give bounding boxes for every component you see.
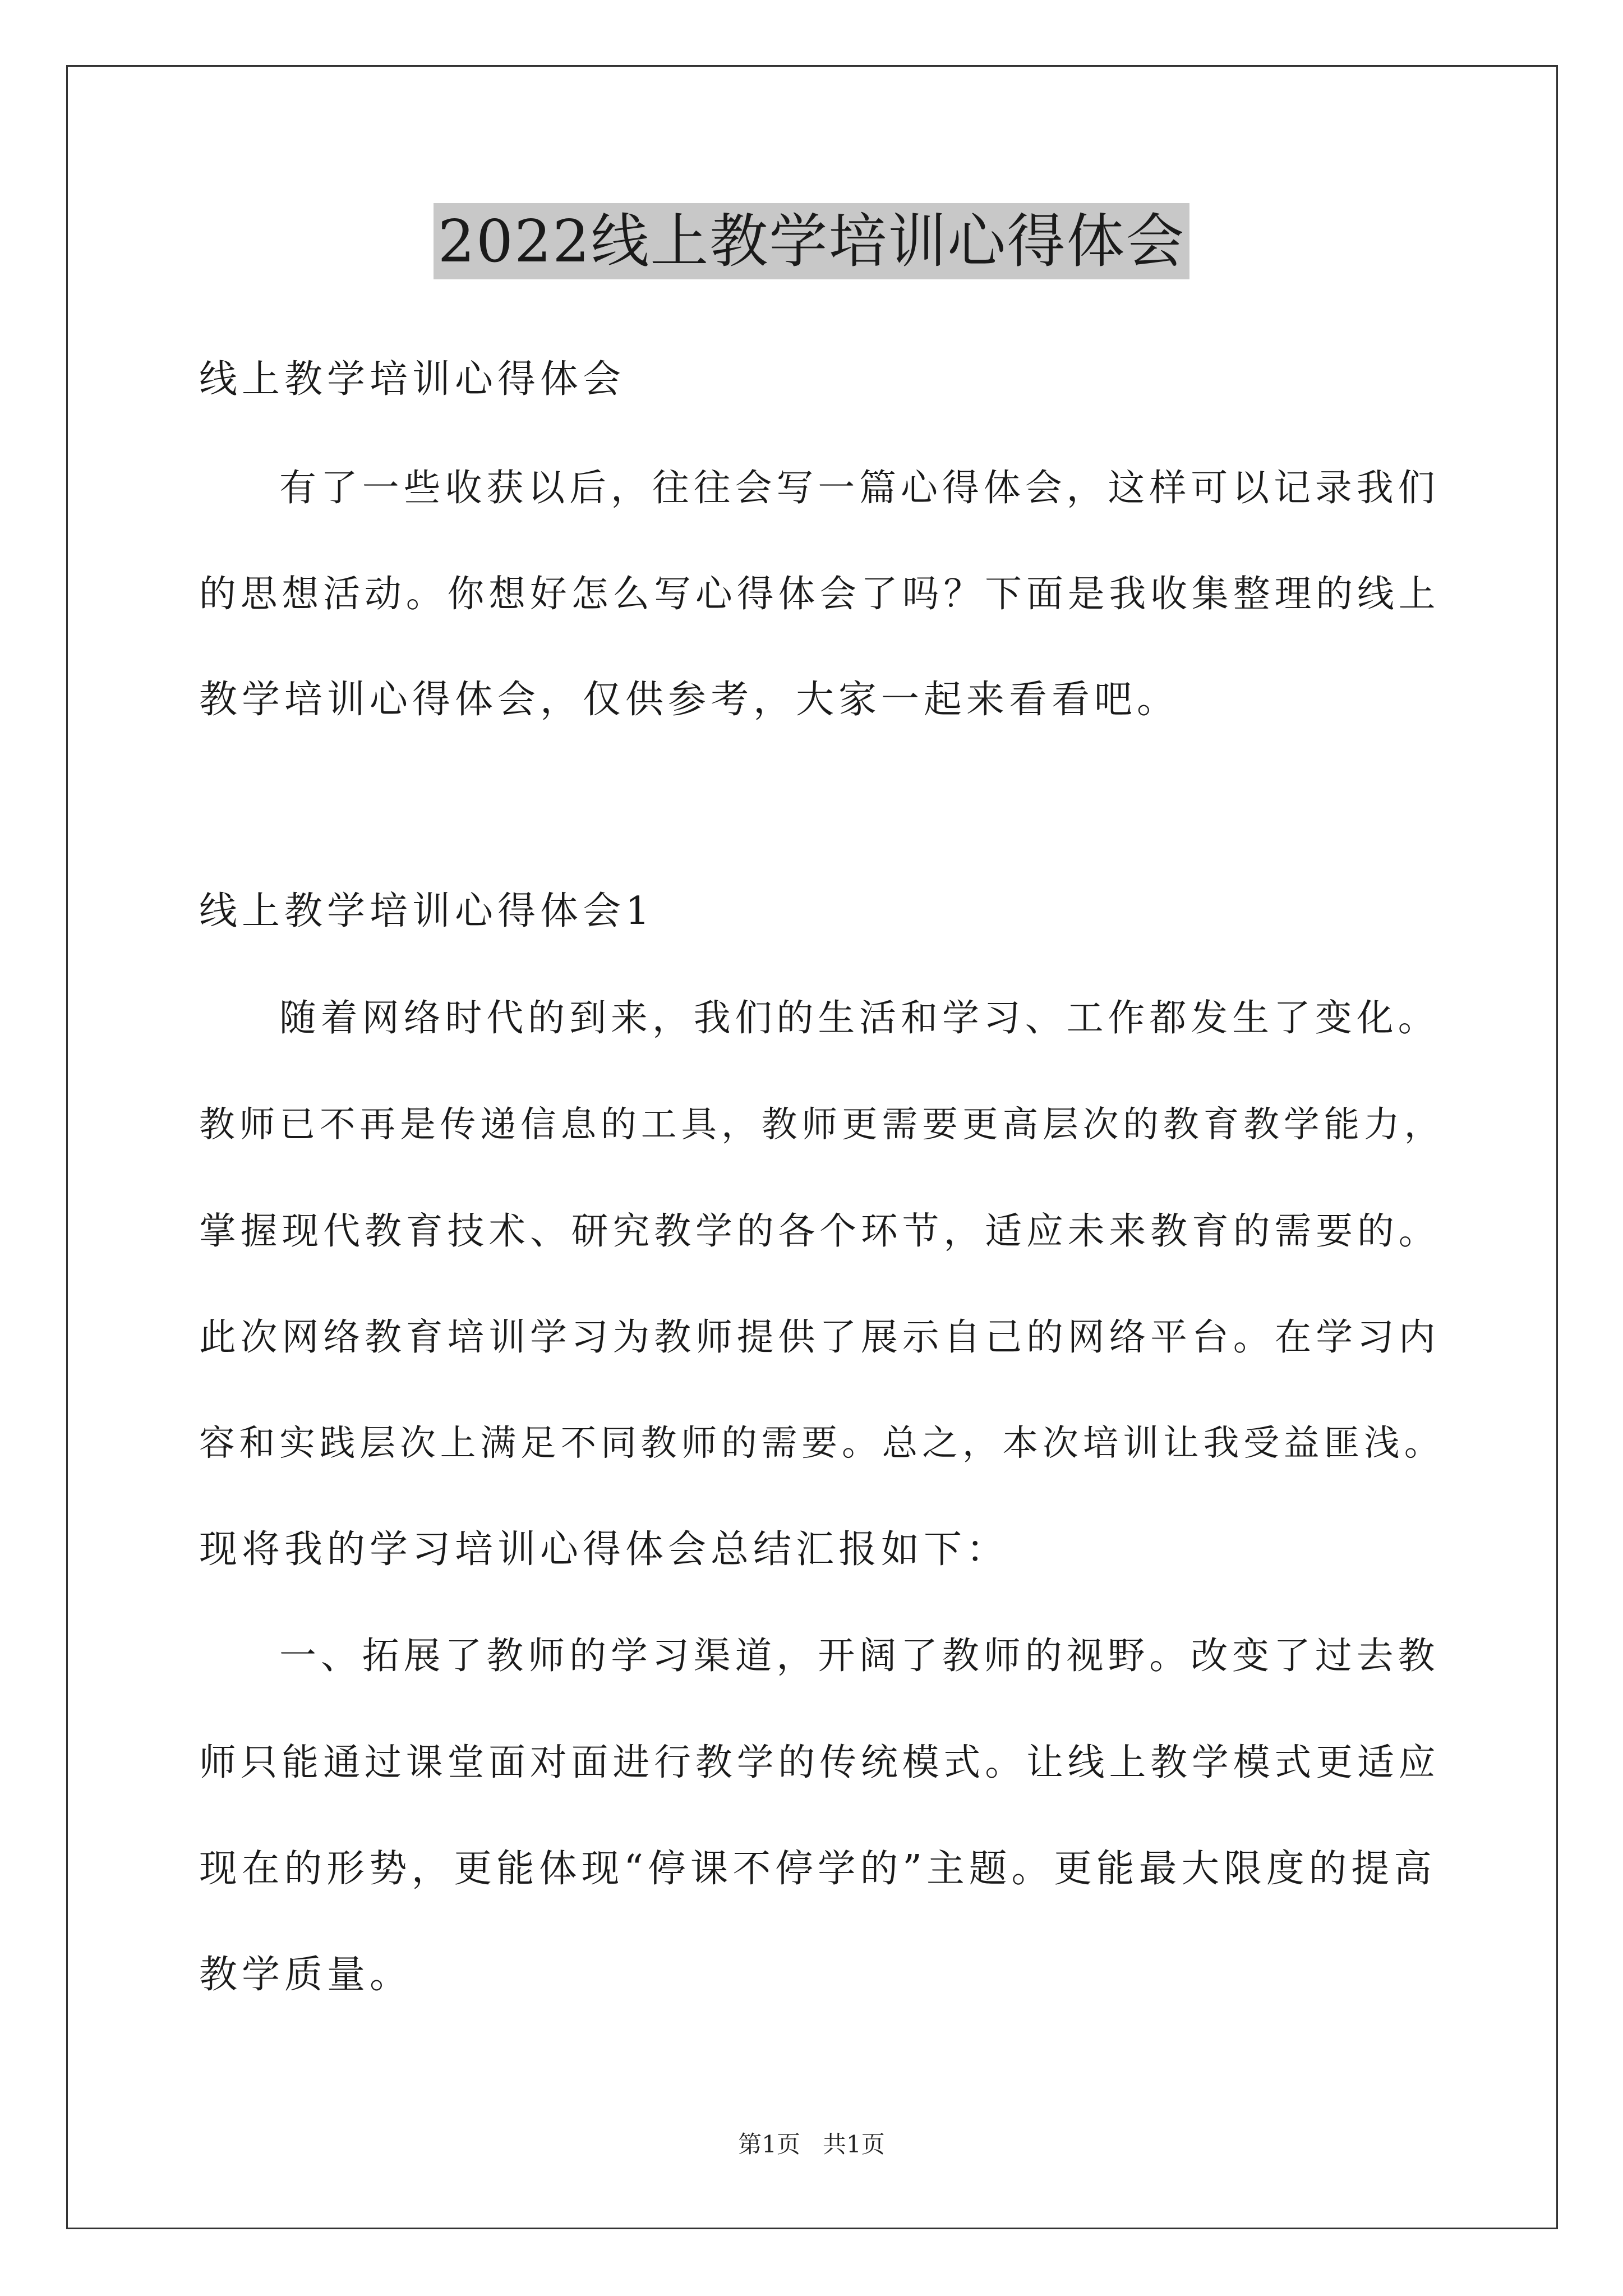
para2-line-1: 一、拓展了教师的学习渠道，开阔了教师的视野。改变了过去教 xyxy=(279,1634,1440,1677)
para1-line-3: 掌握现代教育技术、研究教学的各个环节，适应未来教育的需要的。 xyxy=(199,1209,1440,1253)
para2-line-2: 师只能通过课堂面对面进行教学的传统模式。让线上教学模式更适应 xyxy=(199,1741,1440,1784)
para1-line-6: 现将我的学习培训心得体会总结汇报如下： xyxy=(199,1527,1009,1572)
para1-line-2: 教师已不再是传递信息的工具，教师更需要更高层次的教育教学能力， xyxy=(199,1104,1445,1145)
intro-line-3: 教学培训心得体会，仅供参考，大家一起来看看吧。 xyxy=(199,678,1180,722)
intro-line-1: 有了一些收获以后，往往会写一篇心得体会，这样可以记录我们 xyxy=(279,466,1440,509)
doc-heading: 线上教学培训心得体会 xyxy=(199,357,626,402)
title-container xyxy=(0,203,1623,279)
para1-line-5: 容和实践层次上满足不同教师的需要。总之，本次培训让我受益匪浅。 xyxy=(199,1423,1445,1464)
section-heading: 线上教学培训心得体会1 xyxy=(199,889,654,933)
para1-line-1: 随着网络时代的到来，我们的生活和学习、工作都发生了变化。 xyxy=(279,996,1440,1039)
intro-line-2: 的思想活动。你想好怎么写心得体会了吗？下面是我收集整理的线上 xyxy=(199,572,1440,615)
page-footer: 第1页 共1页 xyxy=(738,2131,885,2158)
para2-line-3: 现在的形势，更能体现“停课不停学的”主题。更能最大限度的提高 xyxy=(199,1846,1436,1890)
para1-line-4: 此次网络教育培训学习为教师提供了展示自己的网络平台。在学习内 xyxy=(199,1315,1440,1359)
document-title: 2022线上教学培训心得体会 xyxy=(434,203,1190,279)
para2-line-4: 教学质量。 xyxy=(199,1953,413,1997)
